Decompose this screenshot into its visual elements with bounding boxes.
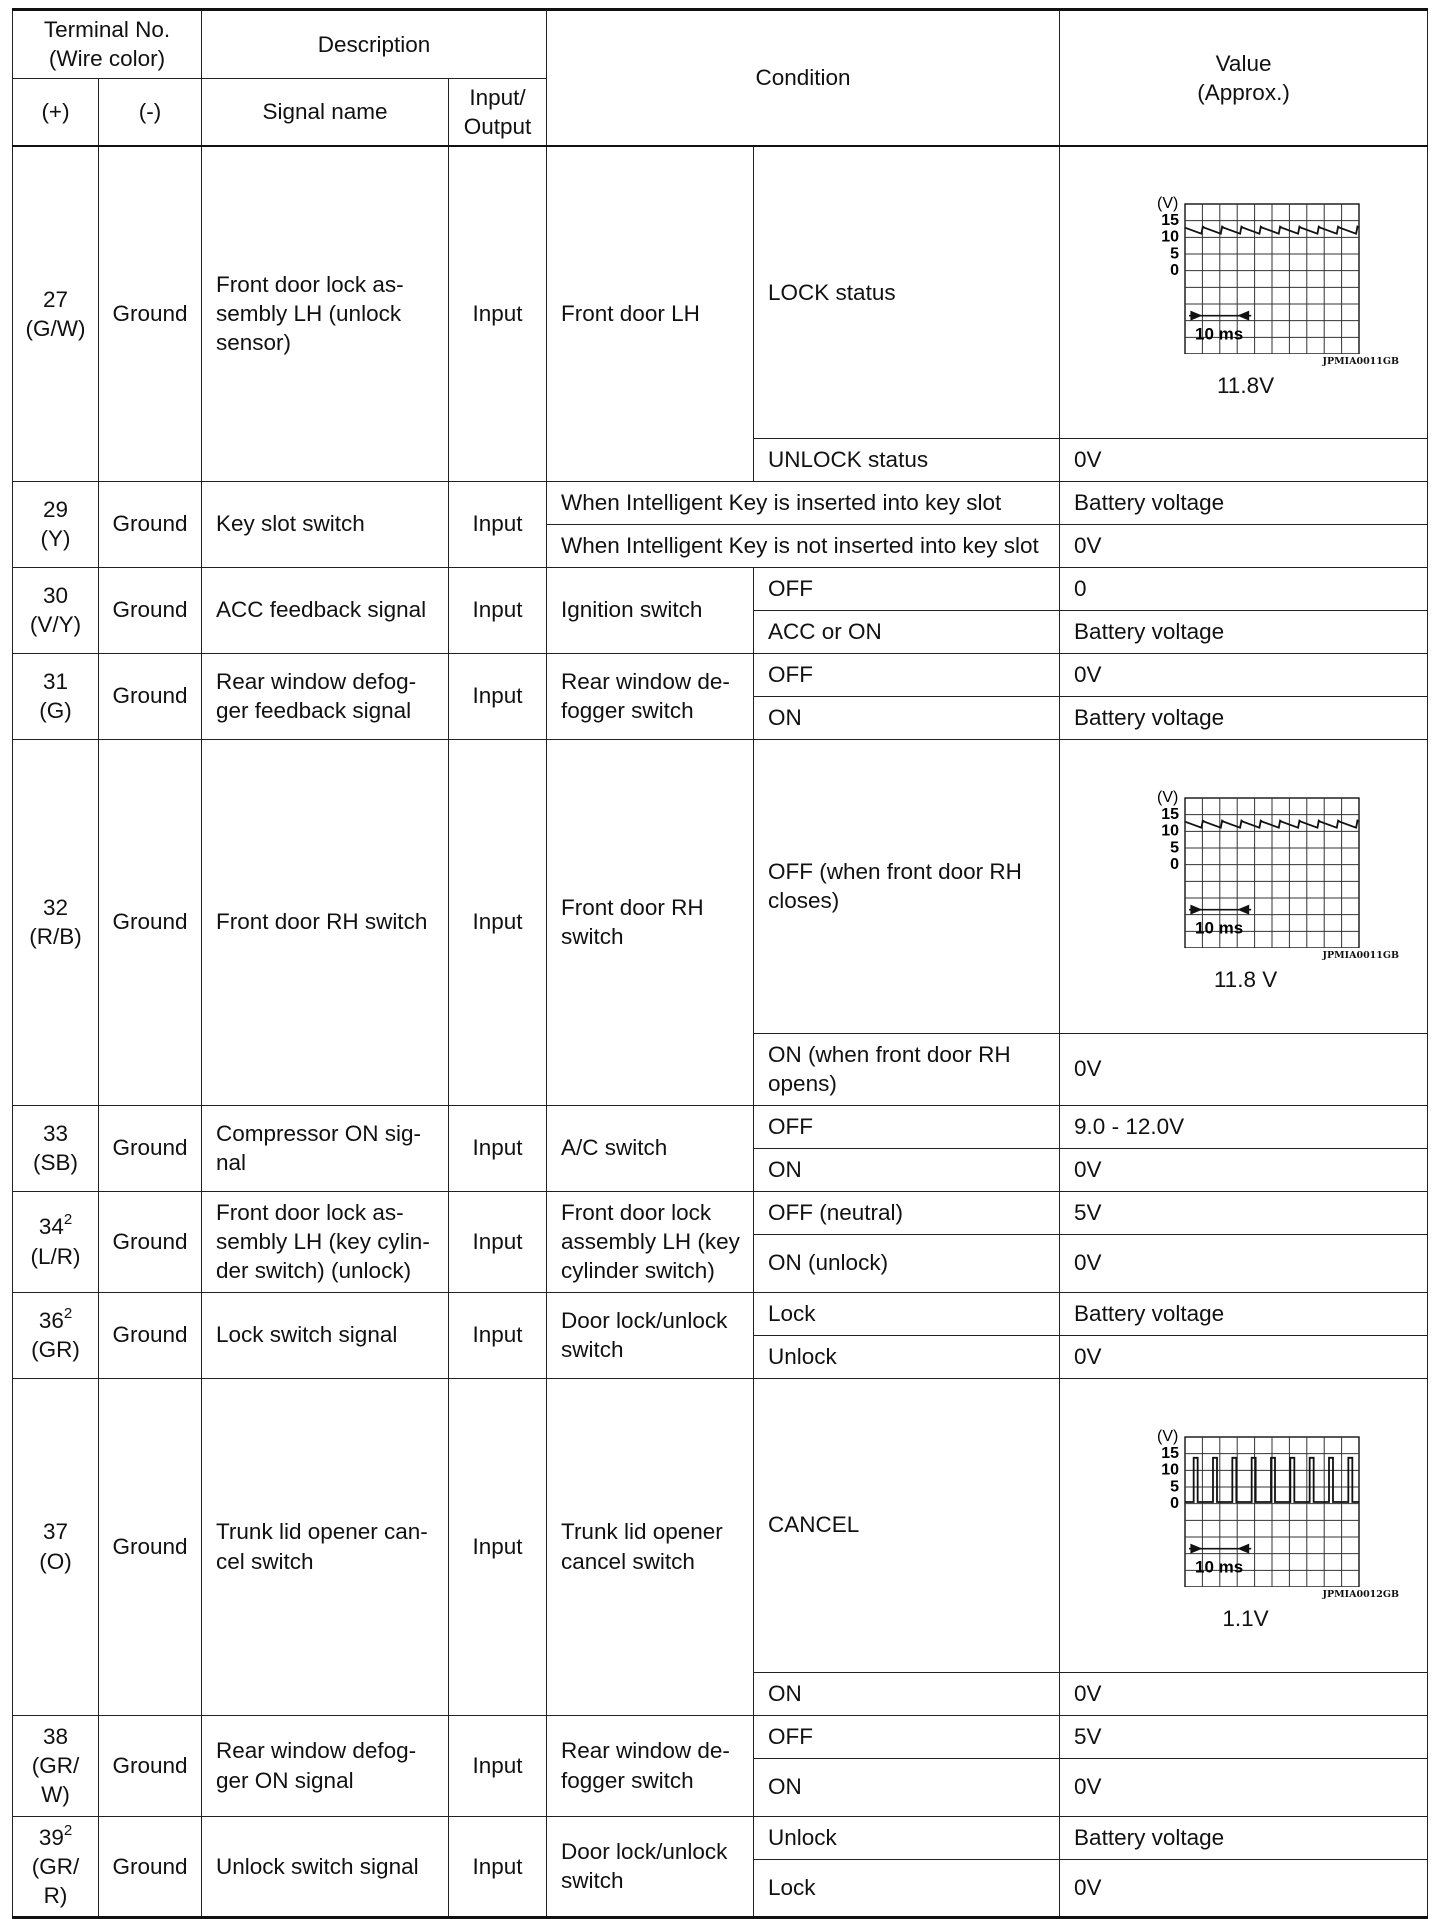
io-cell: Input — [449, 1715, 547, 1816]
sub-condition-cell: ON — [754, 1672, 1060, 1715]
terminal-cell: 32 (R/B) — [13, 739, 99, 1105]
unit-label: (V) — [1156, 1428, 1178, 1446]
value-cell — [1060, 739, 1428, 1033]
sub-condition-cell: Unlock — [754, 1816, 1060, 1859]
value-cell — [1060, 146, 1428, 438]
minus-cell: Ground — [99, 653, 202, 739]
y-tick-label: 0 — [1169, 1495, 1179, 1513]
value-cell: 0V — [1060, 1033, 1428, 1105]
terminal-spec-table — [12, 8, 1428, 1919]
minus-cell: Ground — [99, 1378, 202, 1715]
io-cell: Input — [449, 739, 547, 1105]
table-row — [13, 653, 1428, 696]
y-tick-label: 5 — [1169, 839, 1179, 857]
minus-cell: Ground — [99, 1715, 202, 1816]
signal-name-cell: Unlock switch signal — [202, 1816, 449, 1918]
condition-cell: Ignition switch — [547, 567, 754, 653]
condition-cell: Trunk lid opener cancel switch — [547, 1378, 754, 1715]
signal-name-cell: Front door RH switch — [202, 739, 449, 1105]
sub-condition-cell: ON — [754, 1148, 1060, 1191]
y-tick-label: 15 — [1160, 212, 1179, 230]
minus-cell: Ground — [99, 481, 202, 567]
condition-cell: Front door LH — [547, 146, 754, 481]
io-cell: Input — [449, 1191, 547, 1292]
table-row — [13, 1105, 1428, 1148]
condition-cell: Door lock/unlock switch — [547, 1292, 754, 1378]
minus-cell: Ground — [99, 567, 202, 653]
value-cell: 9.0 - 12.0V — [1060, 1105, 1428, 1148]
value-text: 11.8 V — [1213, 966, 1278, 992]
condition-cell: Front door RH switch — [547, 739, 754, 1105]
value-cell — [1060, 1378, 1428, 1672]
condition-cell: Rear window de-fogger switch — [547, 1715, 754, 1816]
condition-cell: A/C switch — [547, 1105, 754, 1191]
y-tick-label: 0 — [1169, 262, 1179, 280]
signal-name-cell: Rear window defog-ger ON signal — [202, 1715, 449, 1816]
sub-condition-cell: UNLOCK status — [754, 438, 1060, 481]
condition-cell: When Intelligent Key is inserted into key slot — [547, 481, 1060, 524]
y-tick-label: 10 — [1160, 822, 1179, 840]
io-cell: Input — [449, 653, 547, 739]
terminal-cell: 31 (G) — [13, 653, 99, 739]
terminal-cell: $39^2$ (GR/ R) — [13, 1816, 99, 1918]
terminal-cell: 30 (V/Y) — [13, 567, 99, 653]
value-cell: 0V — [1060, 1148, 1428, 1191]
sub-condition-cell: ON (when front door RH opens) — [754, 1033, 1060, 1105]
condition-cell: When Intelligent Key is not inserted into key slot — [547, 524, 1060, 567]
y-tick-label: 5 — [1169, 245, 1179, 263]
table-row — [13, 567, 1428, 610]
header-signal-name: Signal name — [202, 78, 449, 146]
header-value: Value (Approx.) — [1060, 10, 1428, 147]
terminal-cell: $34^2$ (L/R) — [13, 1191, 99, 1292]
condition-cell: Front door lock assembly LH (key cylinder switch) — [547, 1191, 754, 1292]
sub-condition-cell: OFF — [754, 653, 1060, 696]
header-condition: Condition — [547, 10, 1060, 147]
waveform-svg — [1121, 1417, 1371, 1587]
header-input-output: Input/ Output — [449, 78, 547, 146]
sub-condition-cell: ON — [754, 696, 1060, 739]
table-row — [13, 1378, 1428, 1672]
value-cell: Battery voltage — [1060, 696, 1428, 739]
signal-name-cell: Lock switch signal — [202, 1292, 449, 1378]
sub-condition-cell: ON (unlock) — [754, 1234, 1060, 1292]
header-minus: (-) — [99, 78, 202, 146]
value-cell: 0V — [1060, 524, 1428, 567]
figure-reference: JPMIA0011GB — [1322, 356, 1400, 368]
y-tick-label: 10 — [1160, 229, 1179, 247]
condition-cell: Rear window de-fogger switch — [547, 653, 754, 739]
signal-name-cell: Compressor ON sig-nal — [202, 1105, 449, 1191]
io-cell: Input — [449, 1105, 547, 1191]
minus-cell: Ground — [99, 1105, 202, 1191]
io-cell: Input — [449, 1378, 547, 1715]
value-cell: 0V — [1060, 1335, 1428, 1378]
minus-cell: Ground — [99, 1191, 202, 1292]
terminal-cell: 33 (SB) — [13, 1105, 99, 1191]
value-cell: Battery voltage — [1060, 1292, 1428, 1335]
value-cell: Battery voltage — [1060, 1816, 1428, 1859]
sub-condition-cell: Lock — [754, 1859, 1060, 1917]
value-cell: 0V — [1060, 1234, 1428, 1292]
table-row — [13, 739, 1428, 1033]
sub-condition-cell: OFF — [754, 567, 1060, 610]
sub-condition-cell: OFF (neutral) — [754, 1191, 1060, 1234]
signal-name-cell: Rear window defog-ger feedback signal — [202, 653, 449, 739]
unit-label: (V) — [1156, 195, 1178, 213]
time-label: 10 ms — [1194, 1557, 1243, 1577]
value-cell: 0 — [1060, 567, 1428, 610]
value-cell: 5V — [1060, 1191, 1428, 1234]
io-cell: Input — [449, 1816, 547, 1918]
sub-condition-cell: ACC or ON — [754, 610, 1060, 653]
header-terminal-no: Terminal No. (Wire color) — [13, 10, 202, 79]
y-tick-label: 15 — [1160, 1445, 1179, 1463]
figure-reference: JPMIA0011GB — [1322, 950, 1400, 962]
signal-name-cell: Key slot switch — [202, 481, 449, 567]
condition-cell: Door lock/unlock switch — [547, 1816, 754, 1918]
figure-reference: JPMIA0012GB — [1322, 1589, 1400, 1601]
terminal-cell: 29 (Y) — [13, 481, 99, 567]
terminal-cell: 27 (G/W) — [13, 146, 99, 481]
sub-condition-cell: OFF (when front door RH closes) — [754, 739, 1060, 1033]
sub-condition-cell: CANCEL — [754, 1378, 1060, 1672]
waveform-svg — [1121, 778, 1371, 948]
header-description: Description — [202, 10, 547, 79]
value-text: 1.1V — [1222, 1605, 1269, 1631]
sub-condition-cell: OFF — [754, 1105, 1060, 1148]
value-cell: 0V — [1060, 653, 1428, 696]
value-cell: 0V — [1060, 1758, 1428, 1816]
waveform-graph — [1074, 184, 1417, 354]
table-row — [13, 1191, 1428, 1234]
minus-cell: Ground — [99, 1292, 202, 1378]
value-cell: Battery voltage — [1060, 481, 1428, 524]
signal-name-cell: Front door lock as-sembly LH (key cylin-der switch) (unlock) — [202, 1191, 449, 1292]
terminal-cell: 38 (GR/ W) — [13, 1715, 99, 1816]
value-cell: 5V — [1060, 1715, 1428, 1758]
io-cell: Input — [449, 1292, 547, 1378]
value-text: 11.8V — [1216, 372, 1275, 398]
signal-name-cell: ACC feedback signal — [202, 567, 449, 653]
table-row — [13, 146, 1428, 438]
table-row — [13, 1816, 1428, 1859]
table-row — [13, 1292, 1428, 1335]
io-cell: Input — [449, 567, 547, 653]
time-label: 10 ms — [1194, 918, 1243, 938]
signal-name-cell: Front door lock as-sembly LH (unlock sensor) — [202, 146, 449, 481]
signal-name-cell: Trunk lid opener can-cel switch — [202, 1378, 449, 1715]
sub-condition-cell: OFF — [754, 1715, 1060, 1758]
io-cell: Input — [449, 481, 547, 567]
value-cell: 0V — [1060, 438, 1428, 481]
table-header — [13, 10, 1428, 147]
waveform-svg — [1121, 184, 1371, 354]
terminal-cell: 37 (O) — [13, 1378, 99, 1715]
sub-condition-cell: ON — [754, 1758, 1060, 1816]
y-tick-label: 0 — [1169, 856, 1179, 874]
table-row — [13, 1715, 1428, 1758]
minus-cell: Ground — [99, 146, 202, 481]
y-tick-label: 15 — [1160, 806, 1179, 824]
y-tick-label: 5 — [1169, 1478, 1179, 1496]
y-tick-label: 10 — [1160, 1461, 1179, 1479]
waveform-graph — [1074, 1417, 1417, 1587]
waveform-graph — [1074, 778, 1417, 948]
unit-label: (V) — [1156, 789, 1178, 807]
sub-condition-cell: Lock — [754, 1292, 1060, 1335]
sub-condition-cell: LOCK status — [754, 146, 1060, 438]
value-cell: 0V — [1060, 1672, 1428, 1715]
minus-cell: Ground — [99, 739, 202, 1105]
terminal-cell: $36^2$ (GR) — [13, 1292, 99, 1378]
time-label: 10 ms — [1194, 325, 1243, 345]
header-plus: (+) — [13, 78, 99, 146]
io-cell: Input — [449, 146, 547, 481]
value-cell: 0V — [1060, 1859, 1428, 1917]
table-row — [13, 481, 1428, 524]
minus-cell: Ground — [99, 1816, 202, 1918]
value-cell: Battery voltage — [1060, 610, 1428, 653]
sub-condition-cell: Unlock — [754, 1335, 1060, 1378]
